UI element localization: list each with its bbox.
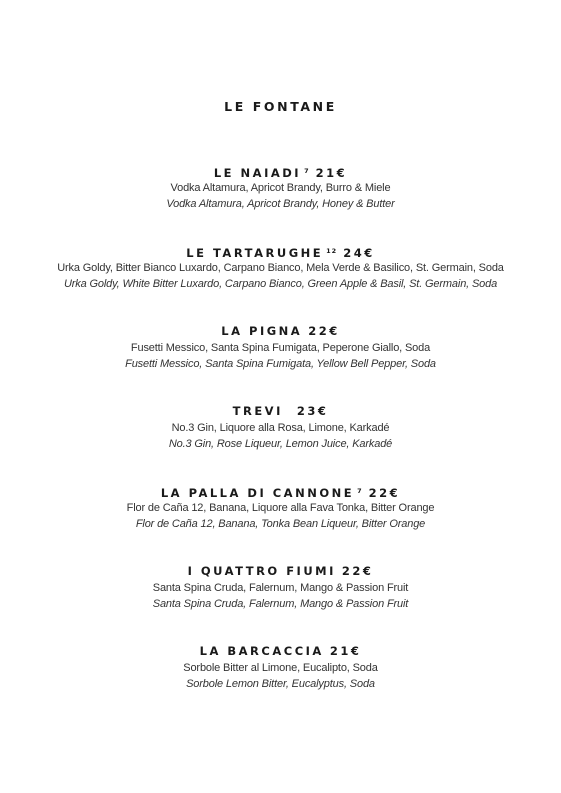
- allergen-note: 7: [304, 167, 310, 175]
- menu-item-la-palla-di-cannone: [0, 484, 561, 532]
- ingredients-english: Fusetti Messico, Santa Spina Fumigata, Yellow Bell Pepper, Soda: [125, 358, 436, 370]
- menu-item-le-tartarughe: [0, 244, 561, 292]
- ingredients-italian: Fusetti Messico, Santa Spina Fumigata, Peperone Giallo, Soda: [130, 342, 431, 354]
- menu-item-trevi: [0, 404, 561, 452]
- menu-item-heading: [0, 324, 561, 340]
- cocktail-name: LA PALLA DI CANNONE: [160, 486, 355, 500]
- cocktail-name: TREVI: [232, 404, 283, 418]
- menu-item-le-naiadi: [0, 164, 561, 212]
- cocktail-price: 21€: [329, 644, 362, 658]
- ingredients-italian: No.3 Gin, Liquore alla Rosa, Limone, Karkadé: [171, 422, 390, 434]
- ingredients-italian: Santa Spina Cruda, Falernum, Mango & Passion Fruit: [152, 582, 409, 594]
- cocktail-price: 22€: [368, 486, 401, 500]
- cocktail-price: 21€: [315, 166, 348, 180]
- cocktail-name: I QUATTRO FIUMI: [187, 564, 336, 578]
- cocktail-name: LE TARTARUGHE: [186, 246, 324, 260]
- ingredients-italian: Vodka Altamura, Apricot Brandy, Burro & Miele: [170, 182, 391, 194]
- menu-item-la-pigna: [0, 324, 561, 372]
- allergen-note: 12: [326, 247, 338, 255]
- menu-item-la-barcaccia: [0, 644, 561, 692]
- cocktail-price: 22€: [341, 564, 374, 578]
- ingredients-english: Urka Goldy, White Bitter Luxardo, Carpano Bianco, Green Apple & Basil, St. Germain, Soda: [63, 278, 498, 290]
- ingredients-english: Vodka Altamura, Apricot Brandy, Honey & Butter: [166, 198, 395, 210]
- cocktail-name: LE NAIADI: [213, 166, 302, 180]
- ingredients-english: No.3 Gin, Rose Liqueur, Lemon Juice, Karkadé: [168, 438, 393, 450]
- menu-item-i-quattro-fiumi: [0, 564, 561, 612]
- ingredients-italian: Urka Goldy, Bitter Bianco Luxardo, Carpano Bianco, Mela Verde & Basilico, St. Germain, Soda: [57, 262, 504, 274]
- cocktail-price: 24€: [343, 246, 375, 260]
- menu-item-heading: [0, 484, 561, 500]
- ingredients-english: Flor de Caña 12, Banana, Tonka Bean Liqueur, Bitter Orange: [135, 518, 426, 530]
- ingredients-italian: Flor de Caña 12, Banana, Liquore alla Fava Tonka, Bitter Orange: [126, 502, 435, 514]
- cocktail-price: 23€: [296, 404, 329, 418]
- menu-item-heading: [0, 164, 561, 180]
- cocktail-price: 22€: [308, 324, 340, 338]
- allergen-note: 7: [357, 487, 363, 495]
- menu-item-heading: [0, 644, 561, 660]
- cocktail-name: LA PIGNA: [221, 324, 303, 338]
- menu-item-heading: [0, 404, 561, 420]
- cocktail-name: LA BARCACCIA: [199, 644, 324, 658]
- menu-item-heading: [0, 564, 561, 580]
- section-title: LE FONTANE: [224, 99, 337, 114]
- ingredients-english: Santa Spina Cruda, Falernum, Mango & Passion Fruit: [152, 598, 409, 610]
- menu-item-heading: [0, 244, 561, 260]
- ingredients-english: Sorbole Lemon Bitter, Eucalyptus, Soda: [186, 678, 375, 690]
- ingredients-italian: Sorbole Bitter al Limone, Eucalipto, Soda: [183, 662, 378, 674]
